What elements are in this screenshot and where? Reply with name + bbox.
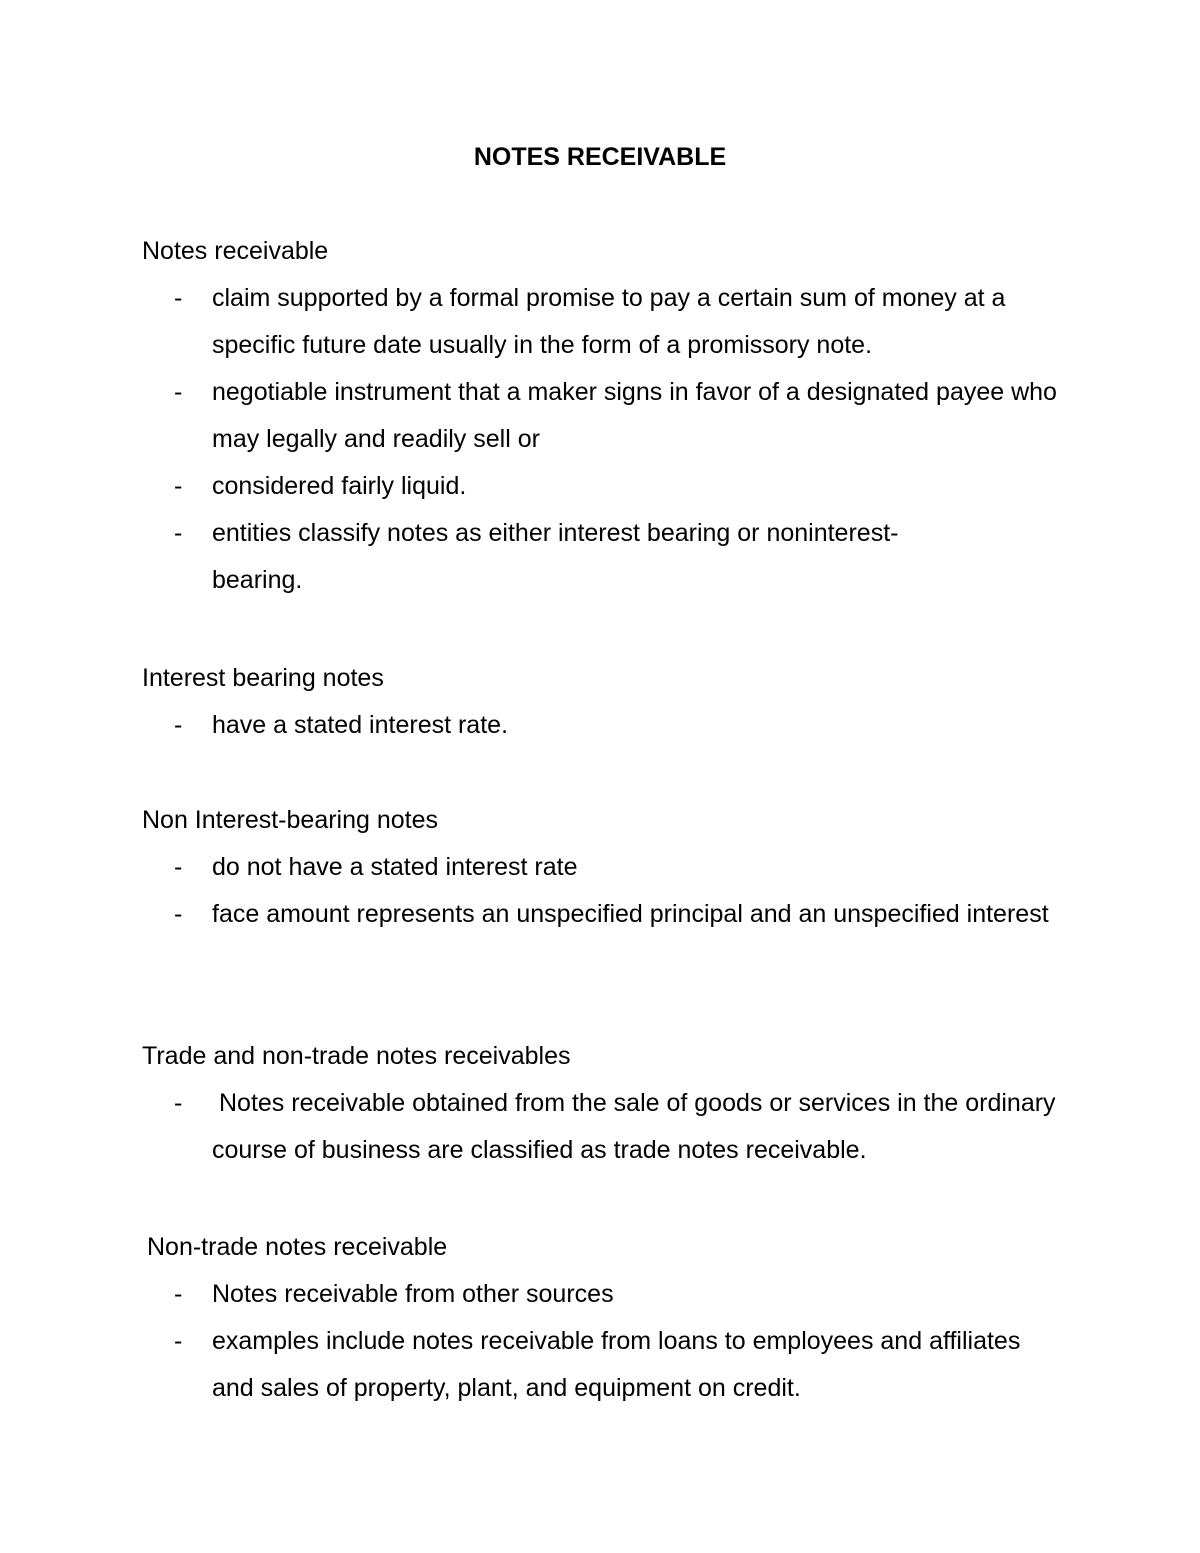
bullet-dash: - <box>174 900 183 928</box>
bullet-dash: - <box>174 1327 183 1355</box>
bullet-text: face amount represents an unspecified principal and an unspecified interest <box>212 900 1049 928</box>
bullet-list <box>142 1080 1062 1174</box>
bullet-text: negotiable instrument that a maker signs in favor of a designated payee who may legally and readily sell or <box>212 378 1057 453</box>
bullet-dash: - <box>174 378 183 406</box>
bullet-text: entities classify notes as either interest bearing or noninterest-bearing. <box>212 519 899 594</box>
bullet-list <box>142 275 1062 604</box>
bullet-text: have a stated interest rate. <box>212 711 509 739</box>
list-item <box>142 510 1062 604</box>
section-heading: Trade and non-trade notes receivables <box>142 1042 571 1070</box>
list-item <box>142 1271 1067 1318</box>
bullet-list <box>142 1271 1067 1412</box>
bullet-dash: - <box>174 472 183 500</box>
bullet-text: do not have a stated interest rate <box>212 853 578 881</box>
bullet-dash: - <box>174 711 183 739</box>
list-item <box>142 1080 1062 1174</box>
section-non-trade-notes-receivable <box>147 1224 1067 1412</box>
section-non-interest-bearing-notes <box>142 797 1062 938</box>
section-heading: Interest bearing notes <box>142 664 384 692</box>
section-heading: Non-trade notes receivable <box>147 1233 448 1261</box>
list-item <box>142 844 1062 891</box>
bullet-dash: - <box>174 1280 183 1308</box>
list-item <box>142 702 1062 749</box>
bullet-dash: - <box>174 853 183 881</box>
list-item <box>142 369 1062 463</box>
bullet-text: Notes receivable from other sources <box>212 1280 614 1308</box>
bullet-text: considered fairly liquid. <box>212 472 467 500</box>
bullet-dash: - <box>174 284 183 312</box>
list-item <box>142 275 1062 369</box>
bullet-text: claim supported by a formal promise to pay a certain sum of money at a specific future date usually in the form of a promissory note. <box>212 284 1006 359</box>
bullet-list <box>142 702 1062 749</box>
section-heading: Non Interest-bearing notes <box>142 806 439 834</box>
bullet-dash: - <box>174 1089 183 1117</box>
list-item <box>142 891 1062 938</box>
section-heading: Notes receivable <box>142 237 329 265</box>
bullet-dash: - <box>174 519 183 547</box>
bullet-text: Notes receivable obtained from the sale of goods or services in the ordinary course of business are classified as trade notes receivable. <box>212 1089 1056 1164</box>
list-item <box>142 1318 1067 1412</box>
section-interest-bearing-notes <box>142 655 1062 749</box>
page-title: NOTES RECEIVABLE <box>473 143 727 171</box>
list-item <box>142 463 1062 510</box>
bullet-text: examples include notes receivable from loans to employees and affiliates and sales of property, plant, and equipment on credit. <box>212 1327 1021 1402</box>
section-trade-and-non-trade <box>142 1033 1062 1174</box>
bullet-list <box>142 844 1062 938</box>
section-notes-receivable <box>142 228 1062 604</box>
